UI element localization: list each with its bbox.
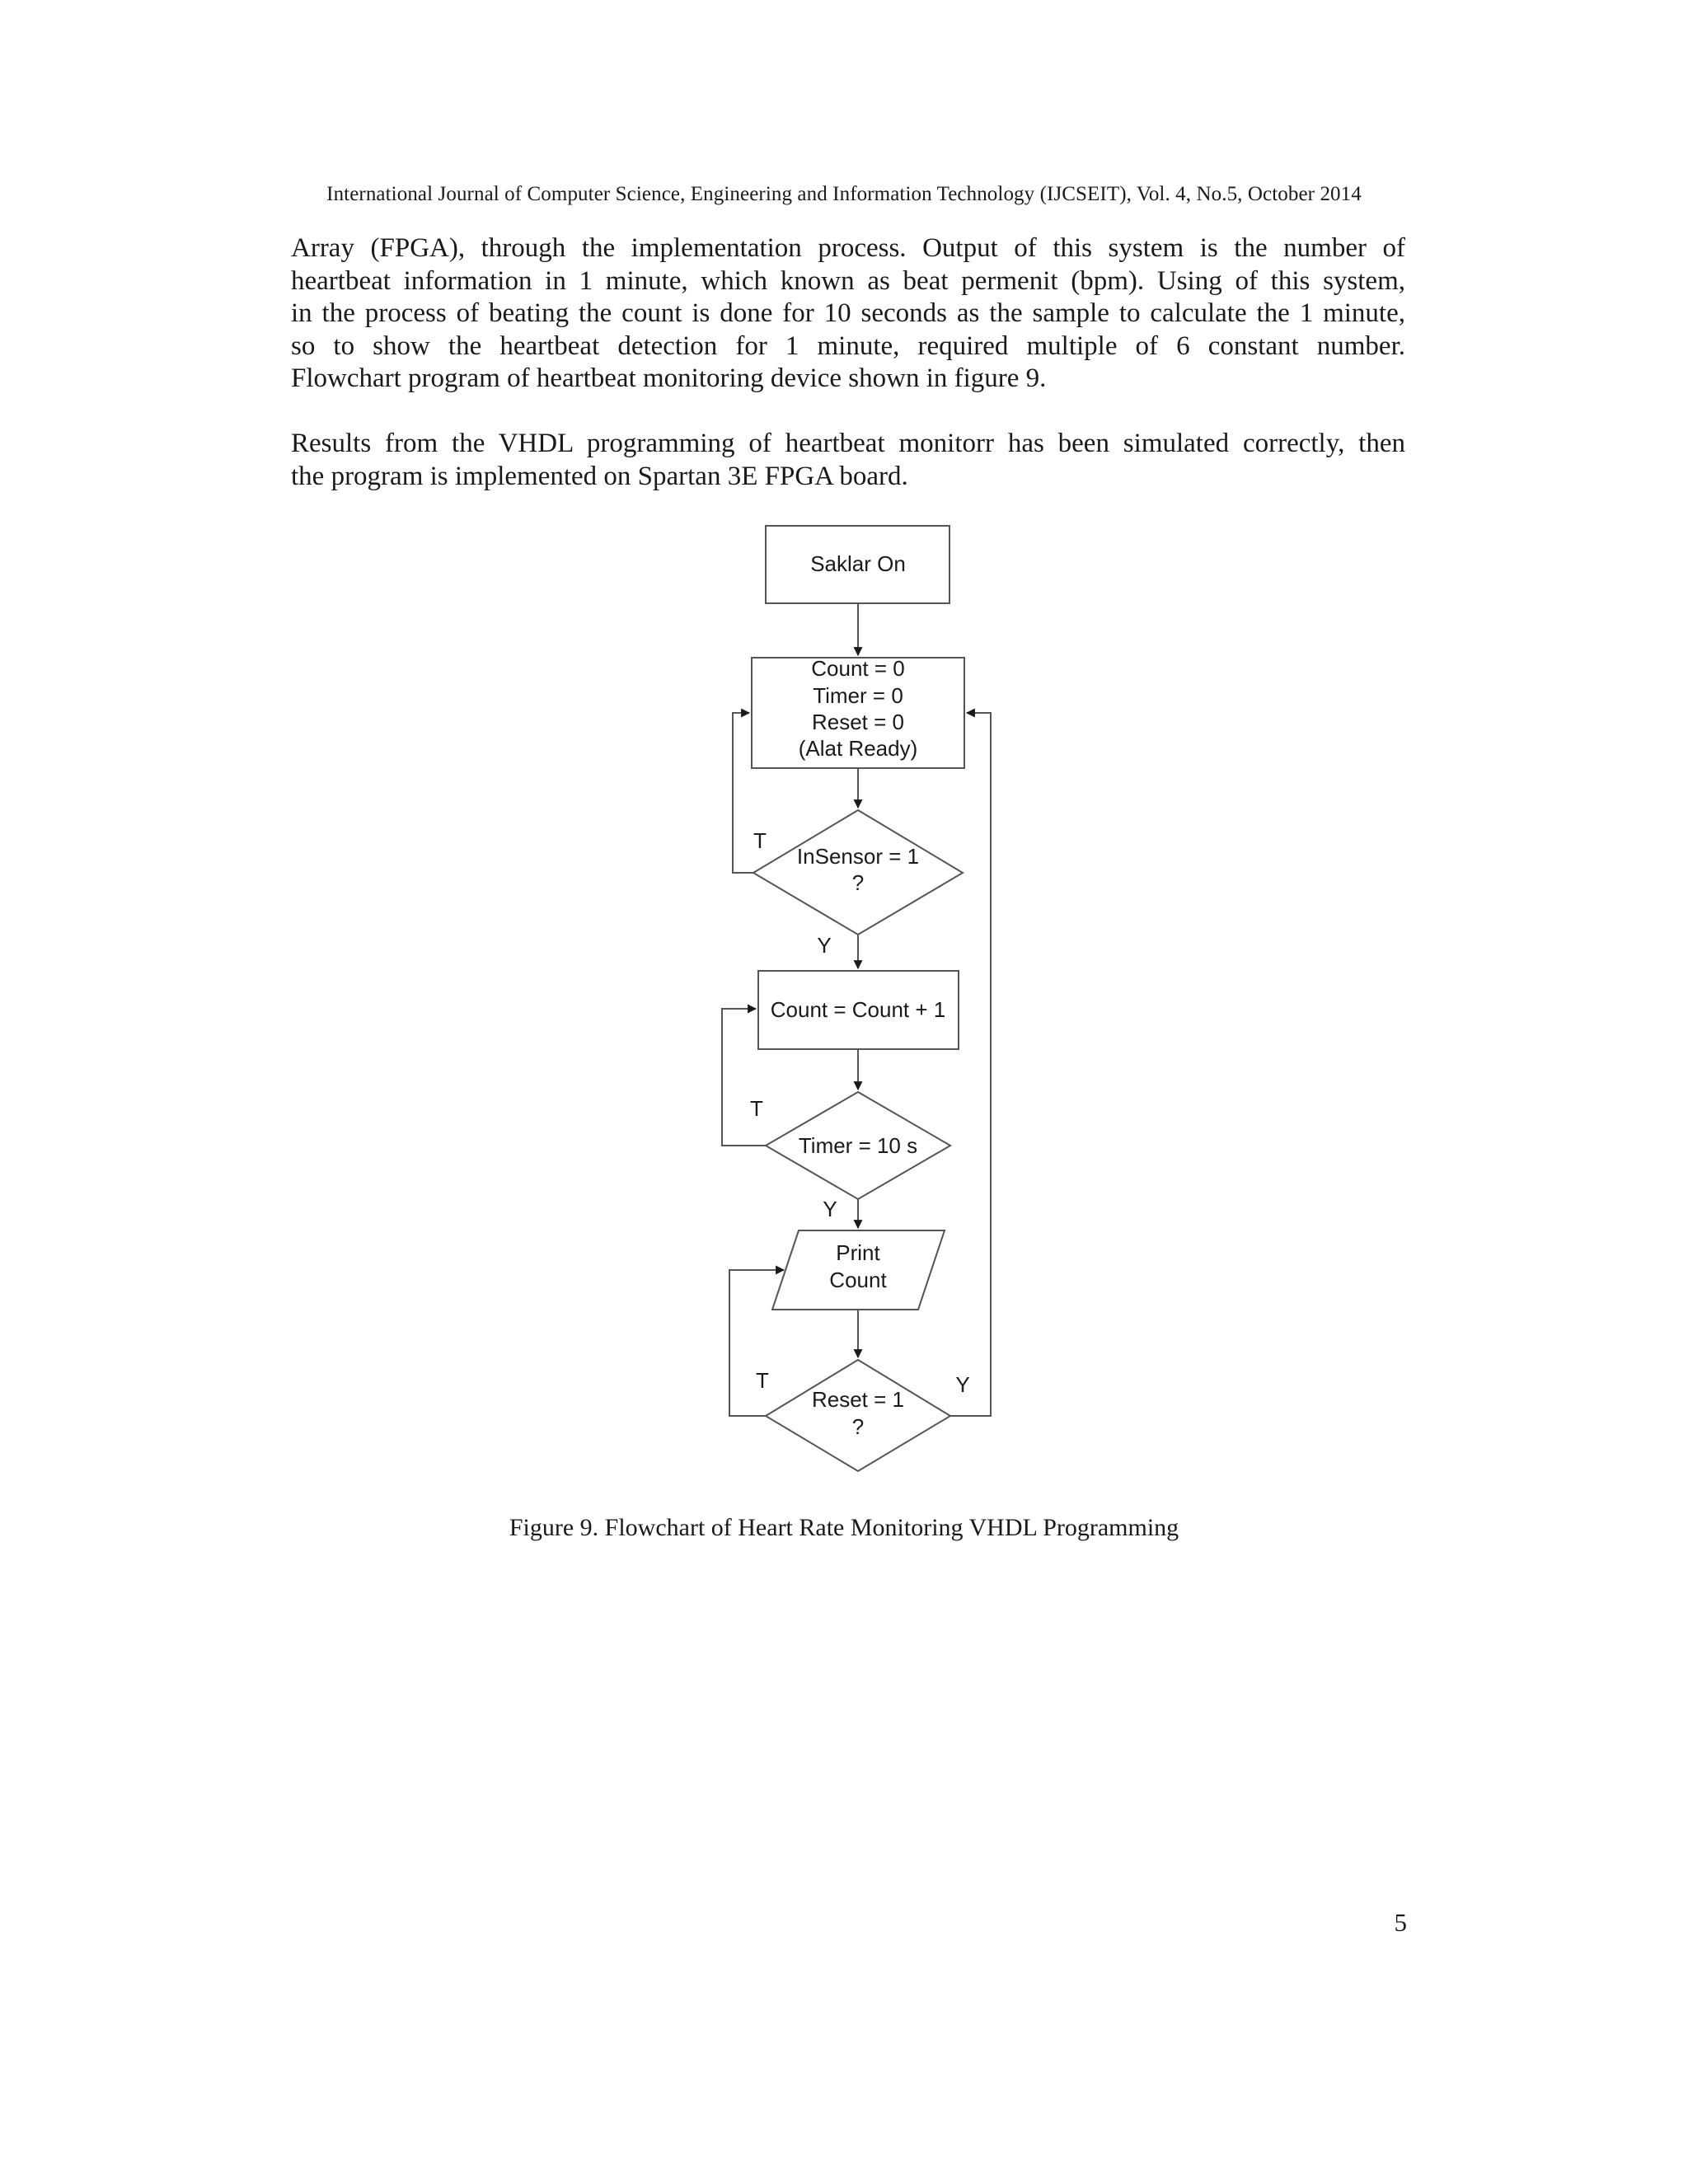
init-label: Count = 0 [811, 656, 905, 681]
start-label: Saklar On [810, 551, 906, 576]
branch-label-false: T [753, 828, 767, 853]
branch-label-false: T [756, 1368, 769, 1393]
paragraph-line: so to show the heartbeat detection for 1 minute, required multiple of 6 constant number. [291, 330, 1405, 361]
increment-label: Count = Count + 1 [770, 997, 946, 1022]
paragraph-line: Results from the VHDL programming of heartbeat monitorr has been simulated correctly, then [291, 429, 1405, 458]
loop-arrow-reset-true [950, 713, 991, 1416]
paragraph-line: Array (FPGA), through the implementation process. Output of this system is the number of [291, 233, 1405, 263]
paragraph-line: in the process of beating the count is done for 10 seconds as the sample to calculate the 1 minute, [291, 298, 1405, 328]
branch-label-true: Y [823, 1197, 837, 1221]
loop-arrow-sensor-false [733, 713, 753, 873]
reset-decision-label: ? [851, 1414, 865, 1439]
paragraph-line: Flowchart program of heartbeat monitoring device shown in figure 9. [291, 363, 1047, 393]
reset-decision-label: Reset = 1 [811, 1387, 905, 1412]
branch-label-true: Y [817, 933, 832, 958]
init-label: Reset = 0 [811, 710, 905, 734]
sensor-decision-label: InSensor = 1 [796, 844, 920, 869]
page-number: 5 [1394, 1908, 1407, 1937]
init-label: (Alat Ready) [798, 736, 918, 761]
timer-decision-label: Timer = 10 s [798, 1133, 918, 1158]
print-output-label: Count [829, 1268, 887, 1292]
journal-header: International Journal of Computer Science, Engineering and Information Technology (IJCSEIT), Vol. 4, No.5, October 2014 [326, 183, 1362, 205]
paragraph-line: heartbeat information in 1 minute, which known as beat permenit (bpm). Using of this system, [291, 265, 1405, 296]
figure-caption: Figure 9. Flowchart of Heart Rate Monitoring VHDL Programming [509, 1514, 1179, 1541]
print-output-label: Print [836, 1240, 880, 1265]
branch-label-true: Y [955, 1372, 970, 1397]
init-label: Timer = 0 [813, 683, 903, 708]
paragraph-line: the program is implemented on Spartan 3E FPGA board. [291, 461, 908, 491]
branch-label-false: T [750, 1096, 763, 1121]
sensor-decision-label: ? [851, 870, 865, 895]
loop-arrow-reset-false [729, 1270, 784, 1416]
